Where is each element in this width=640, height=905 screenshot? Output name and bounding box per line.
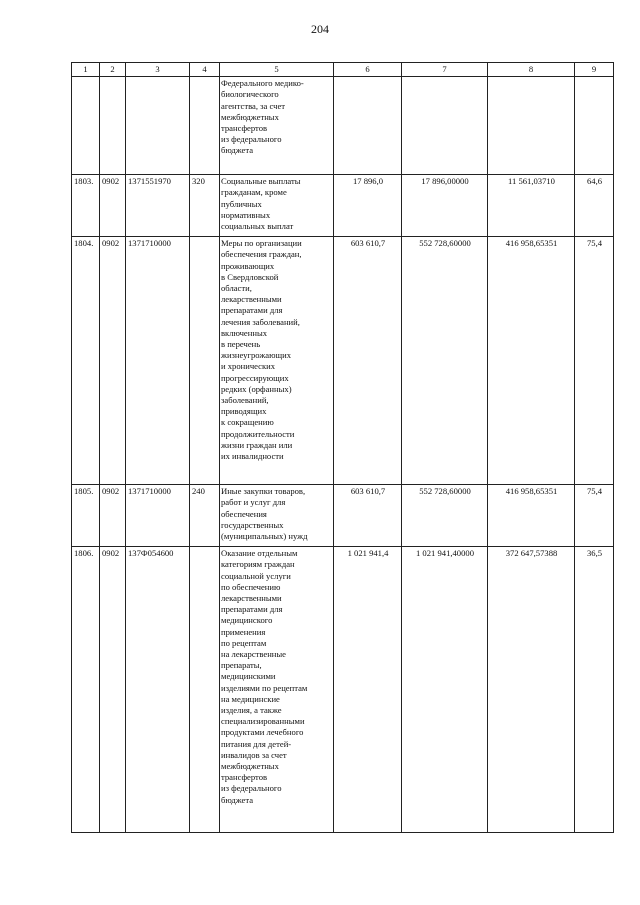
column-header: 3: [126, 63, 190, 77]
column-header: 2: [100, 63, 126, 77]
description-cell: Социальные выплаты гражданам, кроме публичных нормативных социальных выплат: [220, 175, 334, 237]
planned-amount-cell: 603 610,7: [334, 485, 402, 547]
target-article-cell: [126, 77, 190, 175]
table-row: [72, 175, 614, 237]
table-row: [72, 485, 614, 547]
executed-amount-cell: [488, 77, 575, 175]
executed-amount-cell: 372 647,57388: [488, 547, 575, 833]
header-row: [72, 63, 614, 77]
page-number: 204: [311, 22, 329, 36]
refined-amount-cell: 552 728,60000: [402, 485, 488, 547]
percent-cell: 36,5: [575, 547, 614, 833]
column-header: 4: [190, 63, 220, 77]
row-number-cell: 1805.: [72, 485, 100, 547]
executed-amount-cell: 11 561,03710: [488, 175, 575, 237]
table-row: [72, 77, 614, 175]
expense-type-cell: [190, 77, 220, 175]
section-code-cell: 0902: [100, 547, 126, 833]
planned-amount-cell: 603 610,7: [334, 237, 402, 485]
refined-amount-cell: 1 021 941,40000: [402, 547, 488, 833]
expense-type-cell: 320: [190, 175, 220, 237]
target-article-cell: 137Ф054600: [126, 547, 190, 833]
percent-cell: 75,4: [575, 485, 614, 547]
description-cell: Иные закупки товаров, работ и услуг для обеспечения государственных (муниципальных) нужд: [220, 485, 334, 547]
executed-amount-cell: 416 958,65351: [488, 485, 575, 547]
budget-table: [71, 62, 614, 833]
column-header: 8: [488, 63, 575, 77]
refined-amount-cell: [402, 77, 488, 175]
row-number-cell: 1803.: [72, 175, 100, 237]
target-article-cell: 1371710000: [126, 237, 190, 485]
table-row: [72, 237, 614, 485]
row-number-cell: 1806.: [72, 547, 100, 833]
percent-cell: [575, 77, 614, 175]
expense-type-cell: 240: [190, 485, 220, 547]
percent-cell: 75,4: [575, 237, 614, 485]
planned-amount-cell: 1 021 941,4: [334, 547, 402, 833]
section-code-cell: 0902: [100, 237, 126, 485]
expense-type-cell: [190, 237, 220, 485]
row-number-cell: [72, 77, 100, 175]
refined-amount-cell: 552 728,60000: [402, 237, 488, 485]
table-row: [72, 547, 614, 833]
section-code-cell: [100, 77, 126, 175]
row-number-cell: 1804.: [72, 237, 100, 485]
column-header: 6: [334, 63, 402, 77]
executed-amount-cell: 416 958,65351: [488, 237, 575, 485]
target-article-cell: 1371710000: [126, 485, 190, 547]
expense-type-cell: [190, 547, 220, 833]
column-header: 9: [575, 63, 614, 77]
description-cell: Федерального медико- биологического агентства, за счет межбюджетных трансфертов из федерального бюджета: [220, 77, 334, 175]
section-code-cell: 0902: [100, 175, 126, 237]
column-header: 1: [72, 63, 100, 77]
percent-cell: 64,6: [575, 175, 614, 237]
column-header: 7: [402, 63, 488, 77]
target-article-cell: 1371551970: [126, 175, 190, 237]
section-code-cell: 0902: [100, 485, 126, 547]
description-cell: Меры по организации обеспечения граждан, проживающих в Свердловской области, лекарственными препаратами для лечения заболеваний, включенных в перечень жизнеугрожающих и хронических прогрессирующих редких (орфанных) заболеваний, приводящих к сокращению продолжительности жизни граждан или их инвалидности: [220, 237, 334, 485]
description-cell: Оказание отдельным категориям граждан социальной услуги по обеспечению лекарственными препаратами для медицинского применения по рецептам на лекарственные препараты, медицинскими изделиями по рецептам на медицинские изделия, а также специализированными продуктами лечебного питания для детей- инвалидов за счет межбюджетных трансфертов из федерального бюджета: [220, 547, 334, 833]
column-header: 5: [220, 63, 334, 77]
planned-amount-cell: [334, 77, 402, 175]
refined-amount-cell: 17 896,00000: [402, 175, 488, 237]
planned-amount-cell: 17 896,0: [334, 175, 402, 237]
